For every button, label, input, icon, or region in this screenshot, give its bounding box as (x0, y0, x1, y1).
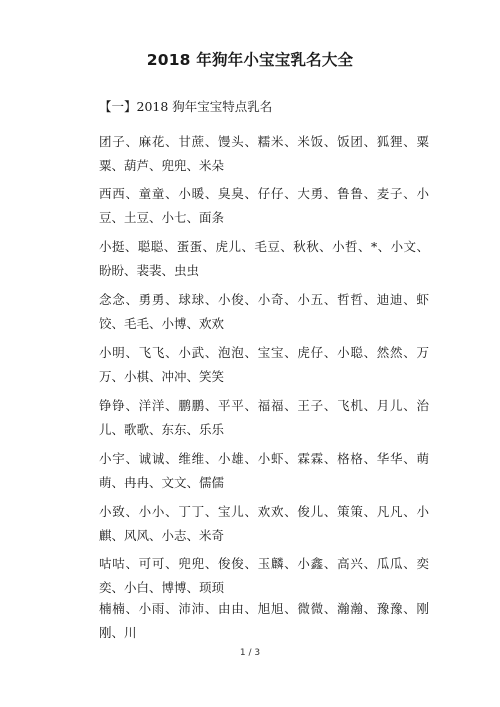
name-paragraph: 小致、小小、丁丁、宝儿、欢欢、俊儿、策策、凡凡、小麒、风风、小志、米奇 (99, 504, 429, 543)
section-heading: 【一】2018 狗年宝宝特点乳名 (99, 99, 273, 114)
name-paragraph: 小宇、诚诚、维维、小雄、小虾、霖霖、格格、华华、萌萌、冉冉、文文、儒儒 (99, 451, 429, 490)
name-paragraph: 咕咕、可可、兜兜、俊俊、玉麟、小鑫、高兴、瓜瓜、奕奕、小白、博博、顼顼 (99, 556, 429, 595)
name-paragraph: 西西、童童、小暖、臭臭、仔仔、大勇、鲁鲁、麦子、小豆、土豆、小七、面条 (99, 186, 429, 225)
name-paragraph: 念念、勇勇、球球、小俊、小奇、小五、哲哲、迪迪、虾饺、毛毛、小博、欢欢 (99, 292, 429, 331)
name-paragraph: 团子、麻花、甘蔗、馒头、糯米、米饭、饭团、狐狸、粟粟、葫芦、兜兜、米朵 (99, 134, 429, 173)
page-number: 1 / 3 (239, 648, 261, 658)
name-paragraph: 楠楠、小雨、沛沛、由由、旭旭、微微、瀚瀚、豫豫、刚刚、川 (99, 601, 429, 640)
name-paragraph: 铮铮、洋洋、鹏鹏、平平、福福、王子、飞机、月儿、治儿、歌歌、东东、乐乐 (99, 398, 429, 437)
name-paragraph: 小明、飞飞、小武、泡泡、宝宝、虎仔、小聪、然然、万万、小棋、冲冲、笑笑 (99, 345, 429, 384)
name-paragraph: 小挺、聪聪、蛋蛋、虎儿、毛豆、秋秋、小哲、*、小文、盼盼、裴裴、虫虫 (99, 239, 429, 278)
page-title: 2018 年狗年小宝宝乳名大全 (146, 51, 354, 69)
